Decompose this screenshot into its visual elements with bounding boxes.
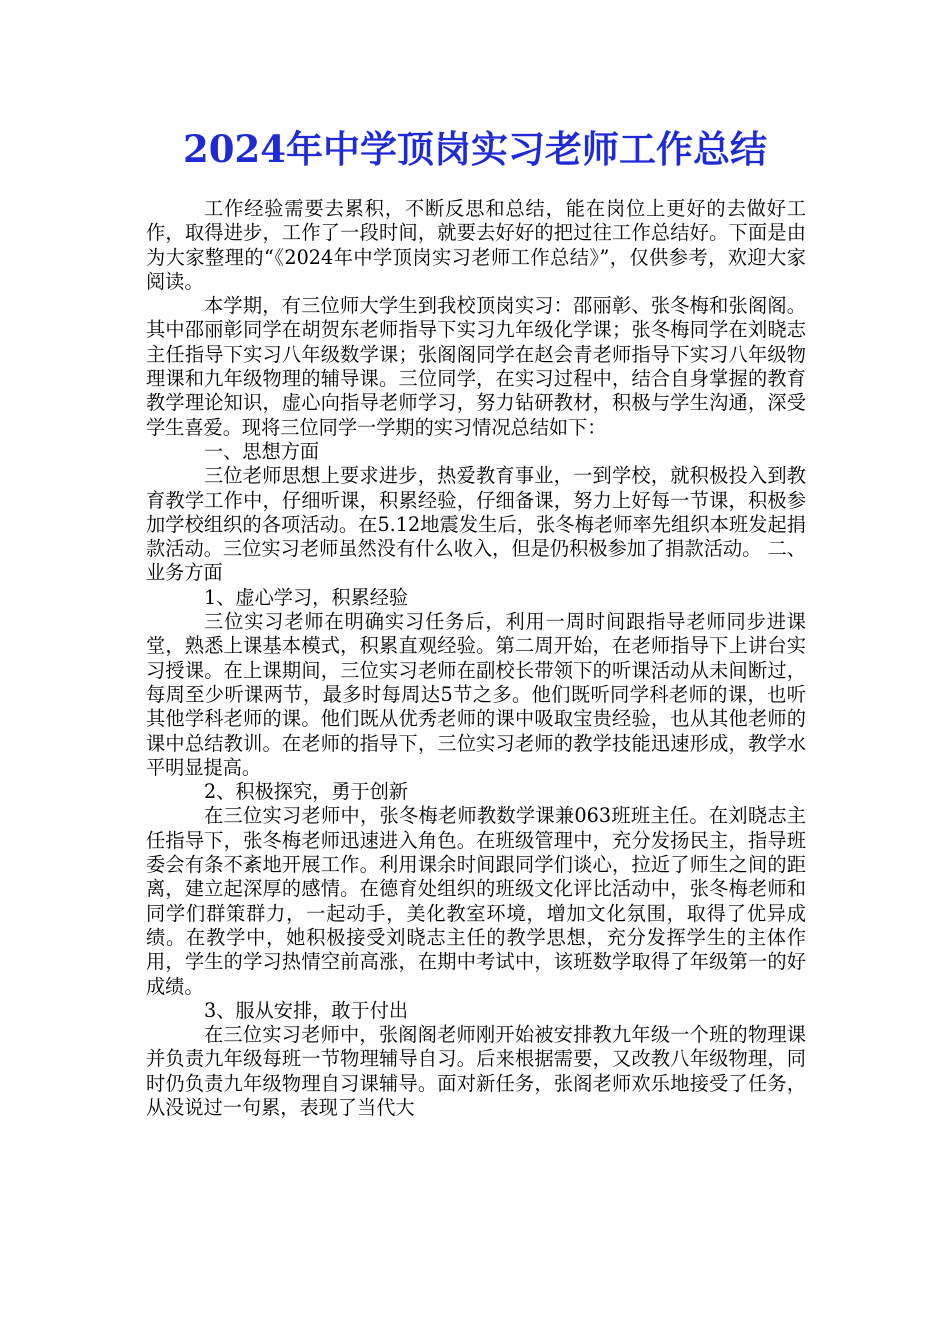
- paragraph-overview: 本学期，有三位师大学生到我校顶岗实习：邵丽彰、张冬梅和张阁阁。其中邵丽彰同学在胡贺东老师指导下实习九年级化学课；张冬梅同学在刘晓志主任指导下实习八年级数学课；张阁阁同学在赵会青老师指导下实习八年级物理课和九年级物理的辅导课。三位同学，在实习过程中，结合自身掌握的教育教学理论知识，虚心向指导老师学习，努力钻研教材，积极与学生沟通，深受学生喜爱。现将三位同学一学期的实习情况总结如下：: [146, 294, 806, 439]
- subheading-learning: 1、虚心学习，积累经验: [204, 585, 409, 609]
- subheading-obedience: 3、服从安排，敢于付出: [204, 998, 409, 1022]
- subheading-innovation: 2、积极探究，勇于创新: [204, 780, 409, 804]
- paragraph-obedience: 在三位实习老师中，张阁阁老师刚开始被安排教九年级一个班的物理课并负责九年级每班一节物理辅导自习。后来根据需要，又改教八年级物理，同时仍负责九年级物理自习课辅导。面对新任务，张阁老师欢乐地接受了任务，从没说过一句累，表现了当代大: [146, 1023, 806, 1119]
- paragraph-thought: 三位老师思想上要求进步，热爱教育事业，一到学校，就积极投入到教育教学工作中，仔细听课，积累经验，仔细备课，努力上好每一节课，积极参加学校组织的各项活动。在5.12地震发生后，张冬梅老师率先组织本班发起捐款活动。三位实习老师虽然没有什么收入，但是仍积极参加了捐款活动。 二、业务方面: [146, 464, 806, 585]
- paragraph-innovation: 在三位实习老师中，张冬梅老师教数学课兼063班班主任。在刘晓志主任指导下，张冬梅老师迅速进入角色。在班级管理中，充分发扬民主，指导班委会有条不紊地开展工作。利用课余时间跟同学们谈心，拉近了师生之间的距离，建立起深厚的感情。在德育处组织的班级文化评比活动中，张冬梅老师和同学们群策群力，一起动手，美化教室环境，增加文化氛围，取得了优异成绩。在教学中，她积极接受刘晓志主任的教学思想，充分发挥学生的主体作用，学生的学习热情空前高涨，在期中考试中，该班数学取得了年级第一的好成绩。: [146, 804, 806, 998]
- paragraph-learning: 三位实习老师在明确实习任务后，利用一周时间跟指导老师同步进课堂，熟悉上课基本模式，积累直观经验。第二周开始，在老师指导下上讲台实习授课。在上课期间，三位实习老师在副校长带领下的听课活动从未间断过，每周至少听课两节，最多时每周达5节之多。他们既听同学科老师的课，也听其他学科老师的课。他们既从优秀老师的课中吸取宝贵经验，也从其他老师的课中总结教训。在老师的指导下，三位实习老师的教学技能迅速形成，教学水平明显提高。: [146, 610, 806, 779]
- document-title: 2024年中学顶岗实习老师工作总结: [183, 127, 767, 171]
- document-body: [146, 197, 806, 1120]
- section-heading-thought: 一、思想方面: [204, 439, 320, 463]
- paragraph-intro: 工作经验需要去累积，不断反思和总结，能在岗位上更好的去做好工作，取得进步，工作了一段时间，就要去好好的把过往工作总结好。下面是由为大家整理的“《2024年中学顶岗实习老师工作总结》”，仅供参考，欢迎大家阅读。: [146, 197, 806, 293]
